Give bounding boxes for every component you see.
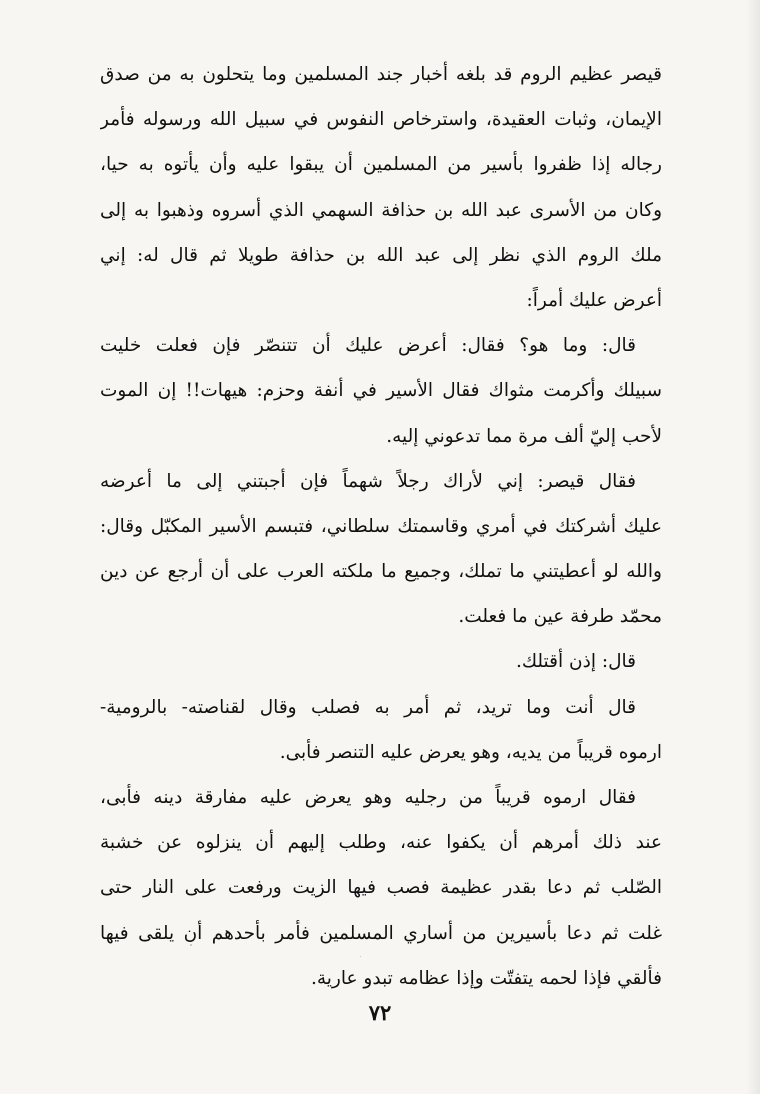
text-line: قال: إذن أقتلك.	[515, 651, 636, 673]
text-line: ارموه قريباً من يديه، وهو يعرض عليه التنصر فأبى.	[279, 741, 662, 763]
text-line: غلت ثم دعا بأسيرين من أساري المسلمين فأمر بأحدهم أن يلقى فيها	[100, 922, 662, 944]
text-line: عند ذلك أمرهم أن يكفوا عنه، وطلب إليهم أن ينزلوه عن خشبة	[100, 832, 662, 854]
text-line: الصّلب ثم دعا بقدر عظيمة فصب فيها الزيت ورفعت على النار حتى	[100, 877, 662, 899]
text-line: الإيمان، وثبات العقيدة، واسترخاص النفوس في سبيل الله ورسوله فأمر	[100, 109, 662, 131]
text-line: فألقي فإذا لحمه يتفتّت وإذا عظامه تبدو عارية.	[310, 967, 662, 989]
text-line: قيصر عظيم الروم قد بلغه أخبار جند المسلمين وما يتحلون به من صدق	[100, 64, 662, 85]
text-line: لأحب إليّ ألف مرة مما تدعوني إليه.	[386, 425, 662, 447]
text-line: محمّد طرفة عين ما فعلت.	[458, 606, 662, 628]
text-line: قال: وما هو؟ فقال: أعرض عليك أن تتنصّر فإن فعلت خليت	[100, 335, 636, 357]
scan-speck	[190, 944, 192, 946]
text-line: وكان من الأسرى عبد الله بن حذافة السهمي الذي أسروه وذهبوا به إلى	[100, 199, 662, 221]
page-number: ٧٢	[368, 1000, 392, 1025]
body-text	[100, 52, 662, 1001]
text-line: عليك أشركتك في أمري وقاسمتك سلطاني، فتبسم الأسير المكبّل وقال:	[100, 515, 662, 537]
scan-speck	[360, 956, 361, 957]
text-line: أعرض عليك أمراً:	[526, 289, 662, 311]
text-line: فقال ارموه قريباً من رجليه وهو يعرض عليه مفارقة دينه فأبى،	[100, 787, 636, 808]
text-line: ملك الروم الذي نظر إلى عبد الله بن حذافة طويلا ثم قال له: إني	[100, 244, 662, 266]
text-line: والله لو أعطيتني ما تملك، وجميع ما ملكته العرب على أن أرجع عن دين	[100, 561, 662, 583]
text-line: فقال قيصر: إني لأراك رجلاً شهماً فإن أجبتني إلى ما أعرضه	[100, 470, 636, 492]
text-line: رجاله إذا ظفروا بأسير من المسلمين أن يبقوا عليه وأن يأتوه به حيا،	[100, 154, 662, 176]
text-line: قال أنت وما تريد، ثم أمر به فصلب وقال لقناصته- بالرومية-	[100, 696, 636, 718]
text-line: سبيلك وأكرمت مثواك فقال الأسير في أنفة وحزم: هيهات!! إن الموت	[100, 380, 662, 402]
page-fold-shadow	[746, 0, 760, 1094]
